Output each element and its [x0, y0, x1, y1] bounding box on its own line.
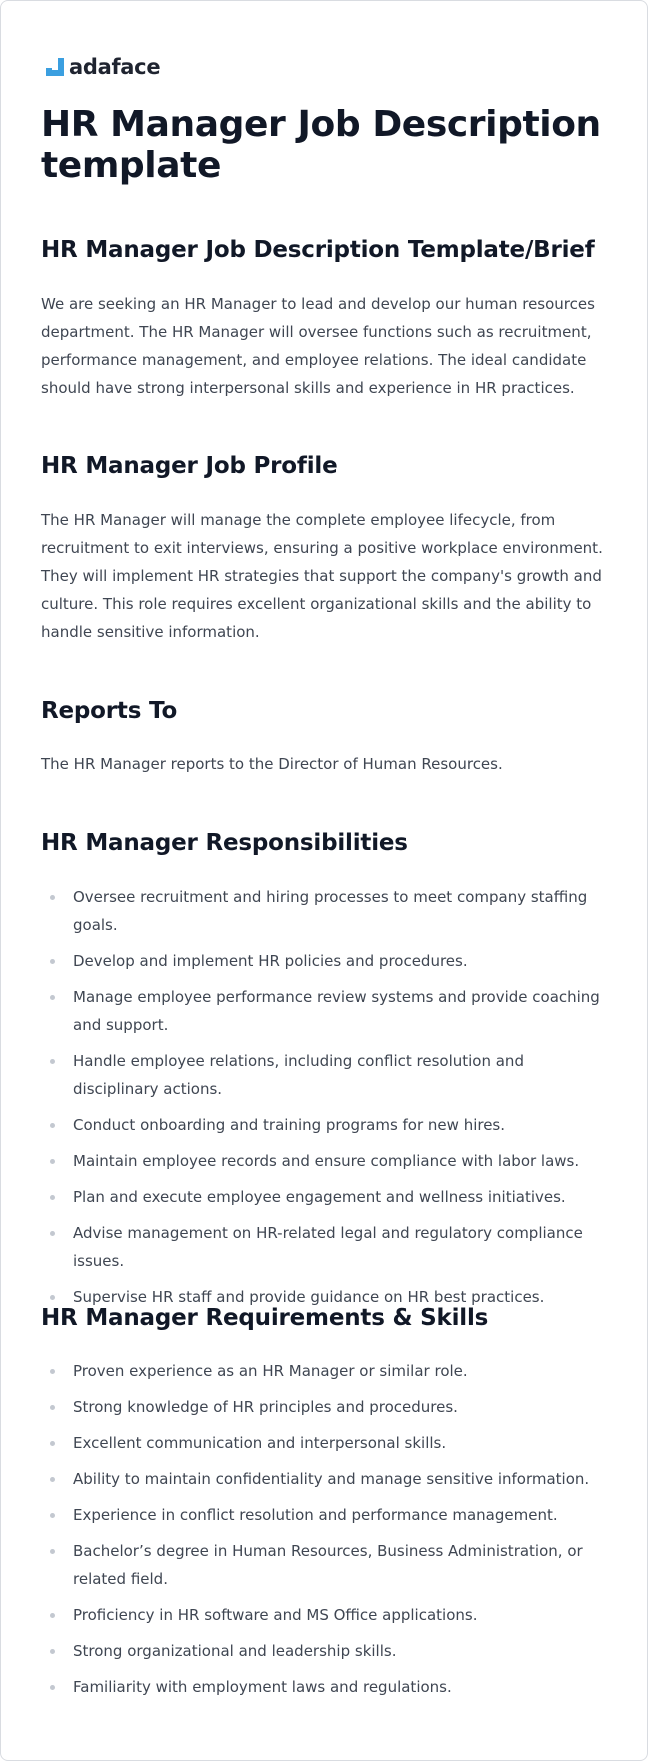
reports-to-text: The HR Manager reports to the Director of Human Resources. [41, 755, 503, 773]
list-item [41, 1357, 611, 1385]
list-item-text: Maintain employee records and ensure compliance with labor laws. [73, 1152, 580, 1170]
list-item-text: Conduct onboarding and training programs for new hires. [73, 1116, 506, 1134]
bullet-icon [50, 1685, 55, 1690]
bullet-icon [50, 959, 55, 964]
bullet-icon [50, 1369, 55, 1374]
list-item [41, 947, 611, 975]
reports-to-heading: Reports To [41, 698, 178, 724]
list-item [41, 1429, 611, 1457]
list-item-text: Handle employee relations, including conflict resolution and disciplinary actions. [73, 1052, 524, 1098]
list-item-text: Bachelor’s degree in Human Resources, Business Administration, or related field. [73, 1542, 583, 1588]
brief-heading: HR Manager Job Description Template/Brief [41, 237, 595, 263]
list-item [41, 983, 611, 1039]
bullet-icon [50, 1441, 55, 1446]
requirements-heading: HR Manager Requirements & Skills [41, 1305, 489, 1331]
page-title: HR Manager Job Description template [41, 104, 601, 186]
list-item [41, 1465, 611, 1493]
list-item-text: Excellent communication and interpersonal skills. [73, 1434, 447, 1452]
list-item-text: Advise management on HR-related legal and regulatory compliance issues. [73, 1224, 583, 1270]
bullet-icon [50, 1231, 55, 1236]
list-item-text: Develop and implement HR policies and procedures. [73, 952, 468, 970]
responsibilities-list [41, 883, 611, 1319]
list-item [41, 1601, 611, 1629]
list-item-text: Manage employee performance review systems and provide coaching and support. [73, 988, 600, 1034]
list-item-text: Oversee recruitment and hiring processes to meet company staffing goals. [73, 888, 588, 934]
list-item-text: Familiarity with employment laws and regulations. [73, 1678, 452, 1696]
list-item [41, 1393, 611, 1421]
bullet-icon [50, 1649, 55, 1654]
bar-chart-logo-icon [46, 58, 64, 76]
list-item [41, 1147, 611, 1175]
list-item [41, 1183, 611, 1211]
brief-text: We are seeking an HR Manager to lead and develop our human resources department. The HR Manager will oversee functions such as recruitment, performance management, and employee relations. The ideal candidate should have strong interpersonal skills and experience in HR practices. [41, 295, 595, 397]
bullet-icon [50, 1477, 55, 1482]
list-item [41, 1673, 611, 1701]
profile-text: The HR Manager will manage the complete employee lifecycle, from recruitment to exit interviews, ensuring a positive workplace environment. They will implement HR strategies that support the company's growth and culture. This role requires excellent organizational skills and the ability to handle sensitive information. [41, 511, 603, 641]
responsibilities-heading: HR Manager Responsibilities [41, 830, 408, 856]
list-item [41, 1047, 611, 1103]
list-item-text: Ability to maintain confidentiality and manage sensitive information. [73, 1470, 590, 1488]
logo-wordmark: adaface [69, 55, 161, 79]
list-item-text: Strong knowledge of HR principles and procedures. [73, 1398, 458, 1416]
list-item [41, 1219, 611, 1275]
requirements-list [41, 1357, 611, 1709]
bullet-icon [50, 1295, 55, 1300]
bullet-icon [50, 1195, 55, 1200]
list-item-text: Supervise HR staff and provide guidance on HR best practices. [73, 1288, 545, 1306]
bullet-icon [50, 1159, 55, 1164]
list-item-text: Plan and execute employee engagement and wellness initiatives. [73, 1188, 566, 1206]
list-item-text: Strong organizational and leadership skills. [73, 1642, 397, 1660]
list-item [41, 1637, 611, 1665]
bullet-icon [50, 995, 55, 1000]
bullet-icon [50, 895, 55, 900]
bullet-icon [50, 1613, 55, 1618]
list-item [41, 1501, 611, 1529]
profile-heading: HR Manager Job Profile [41, 453, 338, 479]
bullet-icon [50, 1513, 55, 1518]
list-item-text: Proficiency in HR software and MS Office applications. [73, 1606, 478, 1624]
list-item [41, 1111, 611, 1139]
list-item [41, 1537, 611, 1593]
bullet-icon [50, 1405, 55, 1410]
list-item-text: Experience in conflict resolution and performance management. [73, 1506, 558, 1524]
adaface-logo[interactable] [46, 53, 160, 81]
list-item-text: Proven experience as an HR Manager or similar role. [73, 1362, 468, 1380]
bullet-icon [50, 1059, 55, 1064]
bullet-icon [50, 1123, 55, 1128]
list-item [41, 883, 611, 939]
bullet-icon [50, 1549, 55, 1554]
